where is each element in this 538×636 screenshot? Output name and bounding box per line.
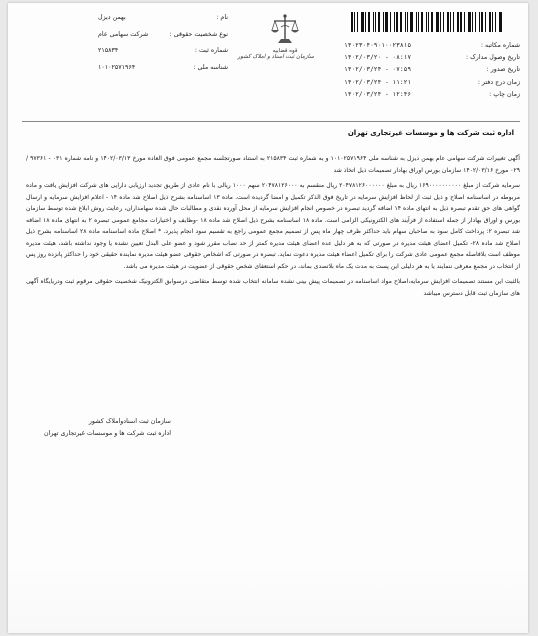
barcode-bar <box>475 12 476 32</box>
barcode-bar <box>361 12 364 32</box>
barcode-bar <box>410 12 413 32</box>
barcode-bar <box>351 12 353 32</box>
info-label: شناسه ملی : <box>193 63 228 71</box>
barcode-bar <box>357 12 358 32</box>
barcode-bar <box>368 12 370 32</box>
barcode-bar <box>499 12 502 32</box>
barcode-bar <box>426 12 427 32</box>
footer-office: اداره ثبت شرکت ها و موسسات غیرتجاری تهران <box>44 430 171 437</box>
header-divider <box>22 121 520 122</box>
meta-value: ۱۴۰۲/۰۳/۲۴ - ۱۲:۴۶ <box>344 91 412 99</box>
barcode-bar <box>421 12 423 32</box>
barcode-bar <box>450 12 451 32</box>
info-row-reg <box>98 46 228 55</box>
barcode-bar <box>436 12 439 32</box>
barcode-bar <box>396 12 398 32</box>
barcode-bar <box>431 12 433 32</box>
barcode-bar <box>485 12 486 32</box>
signature-block <box>44 416 171 440</box>
meta-row <box>344 51 520 63</box>
barcode-bar <box>365 12 366 32</box>
info-row-type <box>98 30 228 39</box>
info-label: شماره ثبت : <box>194 47 228 54</box>
barcode-bar <box>492 12 493 32</box>
barcode-bar <box>416 12 417 32</box>
barcode-bar <box>390 12 391 32</box>
info-label: نوع شخصیت حقوقی : <box>169 30 228 38</box>
barcode-bar <box>489 12 491 32</box>
barcode-bar <box>383 12 384 32</box>
barcode-bar <box>405 12 406 32</box>
barcode-bar <box>464 12 465 32</box>
info-value: بهمن دیزل <box>98 14 126 21</box>
barcode-bar <box>457 12 459 32</box>
meta-row <box>344 39 520 51</box>
meta-value: ۱۴۰۲/۰۳/۲۰ - ۰۸:۱۷ <box>344 54 412 62</box>
barcode-bar <box>428 12 429 32</box>
announcement-body <box>26 153 520 303</box>
barcode-bar <box>472 12 473 32</box>
meta-label: تاریخ صدور : <box>486 66 520 74</box>
company-info <box>98 13 228 79</box>
barcode-bar <box>373 12 374 32</box>
emblem-judiciary-text: قوه قضاییه <box>272 48 298 54</box>
barcode-bar <box>440 12 441 32</box>
barcode-bar <box>468 12 471 32</box>
meta-label: شماره مکاتبه : <box>480 41 520 49</box>
barcode-bar <box>375 12 376 32</box>
meta-row <box>344 89 520 101</box>
barcode-bar <box>447 12 449 32</box>
info-value: ۱۰۱۰۲۵۷۱۹۶۴ <box>98 63 136 71</box>
announcement-intro: آگهی تغییرات شرکت سهامی عام بهمن دیزل به شناسه ملی ۱۰۱۰۲۵۷۱۹۶۴ و به شماره ثبت ۲۱۵۸۳۴ به استناد صورتجلسه مجمع عمومی فوق العاده مورخ ۱۴۰۲/۰۳/۱۳ و نامه شماره ۰۳۱ - ۹۷۳۶۱ / ۰۲۹ مورخ ۱۴۰۲/۰۳/۱۶ سازمان بورس اوراق بهادار تصمیمات ذیل اتخاذ شد <box>26 155 520 174</box>
info-row-name <box>98 13 228 22</box>
barcode-bar <box>495 12 496 32</box>
emblem-organization-text: سازمان ثبت اسناد و املاک کشور <box>237 54 314 60</box>
meta-label: تاریخ وصول مدارک : <box>466 54 520 62</box>
document-page <box>8 3 528 633</box>
barcode-bar <box>481 12 483 32</box>
info-value: شرکت سهامی عام <box>98 30 149 38</box>
office-title: اداره ثبت شرکت ها و موسسات غیرتجاری تهران <box>347 129 514 137</box>
meta-value: ۱۴۰۲۳۰۴۰۹۰۱۰۰۲۳۸۱۵ <box>344 41 412 49</box>
barcode-bar <box>479 12 480 32</box>
paper-shading <box>8 563 528 633</box>
announcement-decisions: سرمایه شرکت از مبلغ ۱۶۹۰۰۰۰۰۰۰۰۰۰ ریال به مبلغ ۲۰۴۷۸۱۲۶۰۰۰۰۰۰ ریال منقسم به ۲۰۴۷۸۱۲۶۰۰۰ سهم ۱۰۰۰ ریالی با نام عادی از طریق تجدید ارزیابی دارایی های شرکت افزایش یافت و ماده مربوطه در اساسنامه اصلاح و ذیل ثبت از لحاظ افزایش سرمایه در تاریخ فوق الذکر تکمیل و امضا گردیده است. ماده ۱۳ اساسنامه بشرح ذیل اصلاح شد ماده ۱۴ - اعلام افزایش سرمایه و ارسال گواهی های حق تقدم تبصره ذیل به انتهای ماده ۱۴ اضافه گردید تبصره در خصوص انجام افزایش سرمایه از محل آورده نقدی و مطالبات حال شده سهامداران، رعایت روش ابلاغ شده توسط سازمان بورس و اوراق بهادار از جمله استفاده از فرآیند های الکترونیکی الزامی است. ماده ۱۸ اساسنامه بشرح ذیل اصلاح شد ماده ۱۸ -وظایف و اختیارات مجامع عمومی تبصره ۲ به انتهای ماده ۱۸ اضافه شد تبصره ۲: پرداخت کامل سود به صاحبان سهام باید حداکثر ظرف چهار ماه پس از تصمیم مجمع عمومی راجع به تقسیم سود انجام پذیرد. * اصلاح ماده اساسنامه ماده ۲۸ اساسنامه بشرح ذیل اصلاح شد ماده ۲۸- تکمیل اعضای هیئت مدیره در صورتی که به هر دلیل عده اعضای هیئت مدیره کمتر از حد نصاب مقرر شود و عضو علی البدل تعیین نشده یا وجود نداشته باشد، هیئت مدیره موظف است بلافاصله مجمع عمومی عادی شرکت را برای تکمیل اعضاء هیئت مدیره دعوت نماید. تبصره در صورتی که اشخاص حقوقی عضو هیئت مدیره نماینده حقیقی خود را حداکثر پانزده روز پس از انتخاب در مجمع معرفی ننمایند یا به هر دلیلی این پست به مدت یک ماه بلاتصدی بماند، در حکم استعفای شخص حقوقی از عضویت در هیئت مدیره می باشد. <box>26 182 521 270</box>
barcode-bar <box>385 12 388 32</box>
meta-label: زمان چاپ : <box>489 91 520 99</box>
barcode-bar <box>400 12 402 32</box>
barcode-bar <box>378 12 380 32</box>
barcode-bar <box>453 12 454 32</box>
barcode-bar <box>418 12 419 32</box>
barcode-bar <box>460 12 462 32</box>
footer-organization: سازمان ثبت اسنادواملاک کشور <box>88 418 171 425</box>
barcode-bar <box>354 12 355 32</box>
barcode-bar <box>394 12 395 32</box>
meta-value: ۱۴۰۲/۰۳/۲۴ - ۰۷:۵۹ <box>344 66 412 74</box>
info-value: ۲۱۵۸۳۴ <box>98 47 119 54</box>
announcement-closing: بالثبت این مستند تصمیمات افزایش سرمایه،اصلاح مواد اساسنامه در تصمیمات پیش بینی نشده سامانه انتخاب شده توسط متقاضی درسوابق الکترونیک شخصیت حقوقی مرقوم ثبت ودریایگاه آگهی های سازمان ثبت قابل دسترس میباشد <box>26 278 520 297</box>
document-meta <box>344 39 520 101</box>
scales-of-justice-icon <box>270 13 300 47</box>
judiciary-emblem <box>237 13 314 73</box>
meta-row <box>344 76 520 88</box>
barcode <box>351 12 507 32</box>
barcode-bar <box>407 12 408 32</box>
barcode-bar <box>443 12 444 32</box>
info-label: نام : <box>216 14 228 21</box>
meta-row <box>344 64 520 76</box>
info-row-national-id <box>98 63 228 72</box>
meta-value: ۱۴۰۲/۰۳/۲۴ - ۱۱:۲۱ <box>344 78 412 86</box>
meta-label: زمان درج دفتر : <box>477 78 520 86</box>
